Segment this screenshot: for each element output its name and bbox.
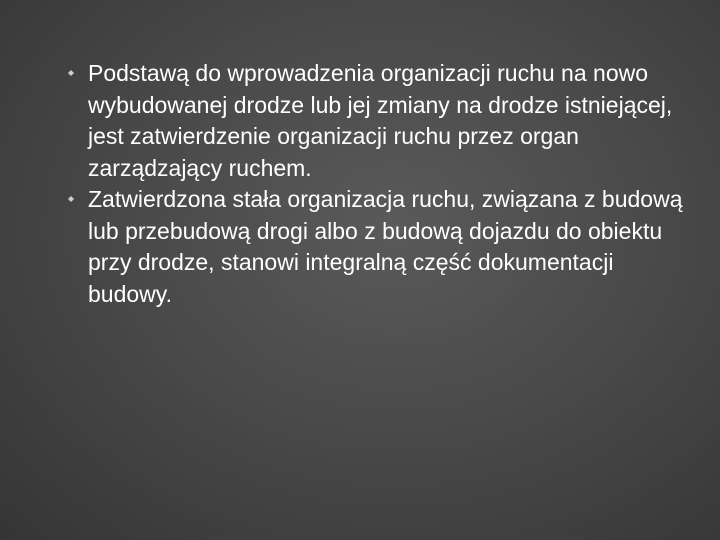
bullet-text: Zatwierdzona stała organizacja ruchu, związana z budową lub przebudową drogi albo z budową dojazdu do obiektu przy drodze, stanowi integralną część dokumentacji budowy. bbox=[88, 186, 683, 307]
bullet-item-2 bbox=[68, 184, 688, 310]
small-diamond-bullet-icon bbox=[68, 70, 74, 76]
small-diamond-bullet-icon bbox=[68, 196, 74, 202]
bullet-text: Podstawą do wprowadzenia organizacji ruchu na nowo wybudowanej drodze lub jej zmiany na drodze istniejącej, jest zatwierdzenie organizacji ruchu przez organ zarządzający ruchem. bbox=[88, 60, 673, 181]
bullet-item-1 bbox=[68, 58, 688, 184]
bullet-list bbox=[68, 58, 688, 310]
